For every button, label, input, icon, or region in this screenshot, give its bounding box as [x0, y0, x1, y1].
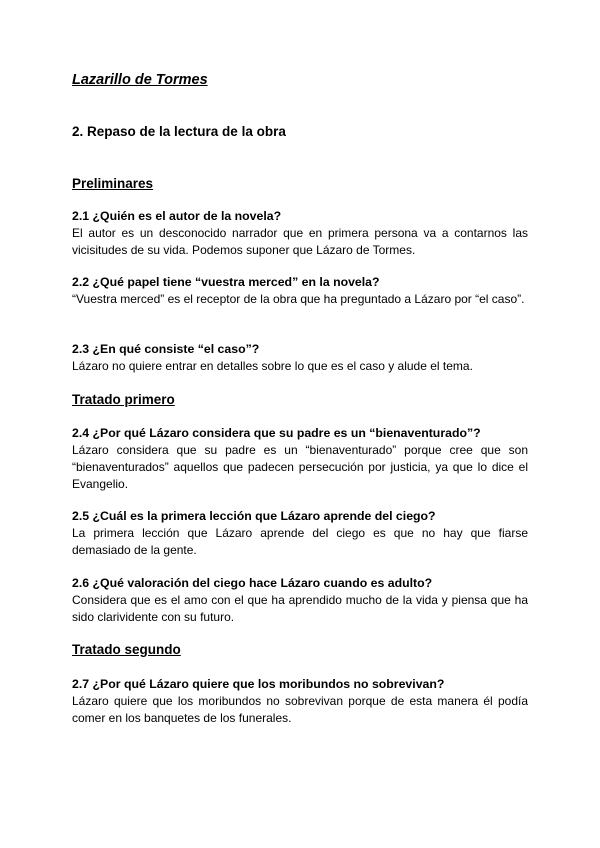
answer-text: Considera que es el amo con el que ha aprendido mucho de la vida y piensa que ha sido clarividente con su futuro.: [72, 593, 528, 624]
question-block: [72, 575, 528, 626]
question-text: 2.5 ¿Cuál es la primera lección que Lázaro aprende del ciego?: [72, 509, 436, 523]
section-heading-preliminares: Preliminares: [72, 176, 154, 191]
question-block: [72, 274, 528, 308]
question-block: [72, 508, 528, 559]
question-block: [72, 676, 528, 727]
answer-text: Lázaro considera que su padre es un “bienaventurado” porque cree que son “bienaventurados” aquellos que padecen persecución por justicia, ya que lo dice el Evangelio.: [72, 443, 528, 491]
question-text: 2.6 ¿Qué valoración del ciego hace Lázaro cuando es adulto?: [72, 576, 433, 590]
question-block: [72, 425, 528, 493]
question-text: 2.1 ¿Quién es el autor de la novela?: [72, 209, 282, 223]
answer-text: “Vuestra merced” es el receptor de la obra que ha preguntado a Lázaro por “el caso”.: [72, 292, 525, 306]
answer-text: Lázaro no quiere entrar en detalles sobre lo que es el caso y alude el tema.: [72, 359, 473, 373]
answer-text: Lázaro quiere que los moribundos no sobrevivan porque de esta manera él podía comer en los banquetes de los funerales.: [72, 694, 528, 725]
question-text: 2.7 ¿Por qué Lázaro quiere que los moribundos no sobrevivan?: [72, 677, 445, 691]
answer-text: El autor es un desconocido narrador que en primera persona va a contarnos las vicisitudes de su vida. Podemos suponer que Lázaro de Tormes.: [72, 226, 528, 257]
answer-text: La primera lección que Lázaro aprende del ciego es que no hay que fiarse demasiado de la gente.: [72, 526, 528, 557]
question-text: 2.2 ¿Qué papel tiene “vuestra merced” en la novela?: [72, 275, 380, 289]
question-block: [72, 341, 528, 375]
question-text: 2.3 ¿En qué consiste “el caso”?: [72, 342, 260, 356]
document-subtitle: 2. Repaso de la lectura de la obra: [72, 124, 286, 139]
section-heading-tratado-primero: Tratado primero: [72, 392, 175, 407]
question-block: [72, 208, 528, 259]
question-text: 2.4 ¿Por qué Lázaro considera que su padre es un “bienaventurado”?: [72, 426, 481, 440]
section-heading-tratado-segundo: Tratado segundo: [72, 642, 181, 657]
document-title: Lazarillo de Tormes: [72, 72, 208, 88]
